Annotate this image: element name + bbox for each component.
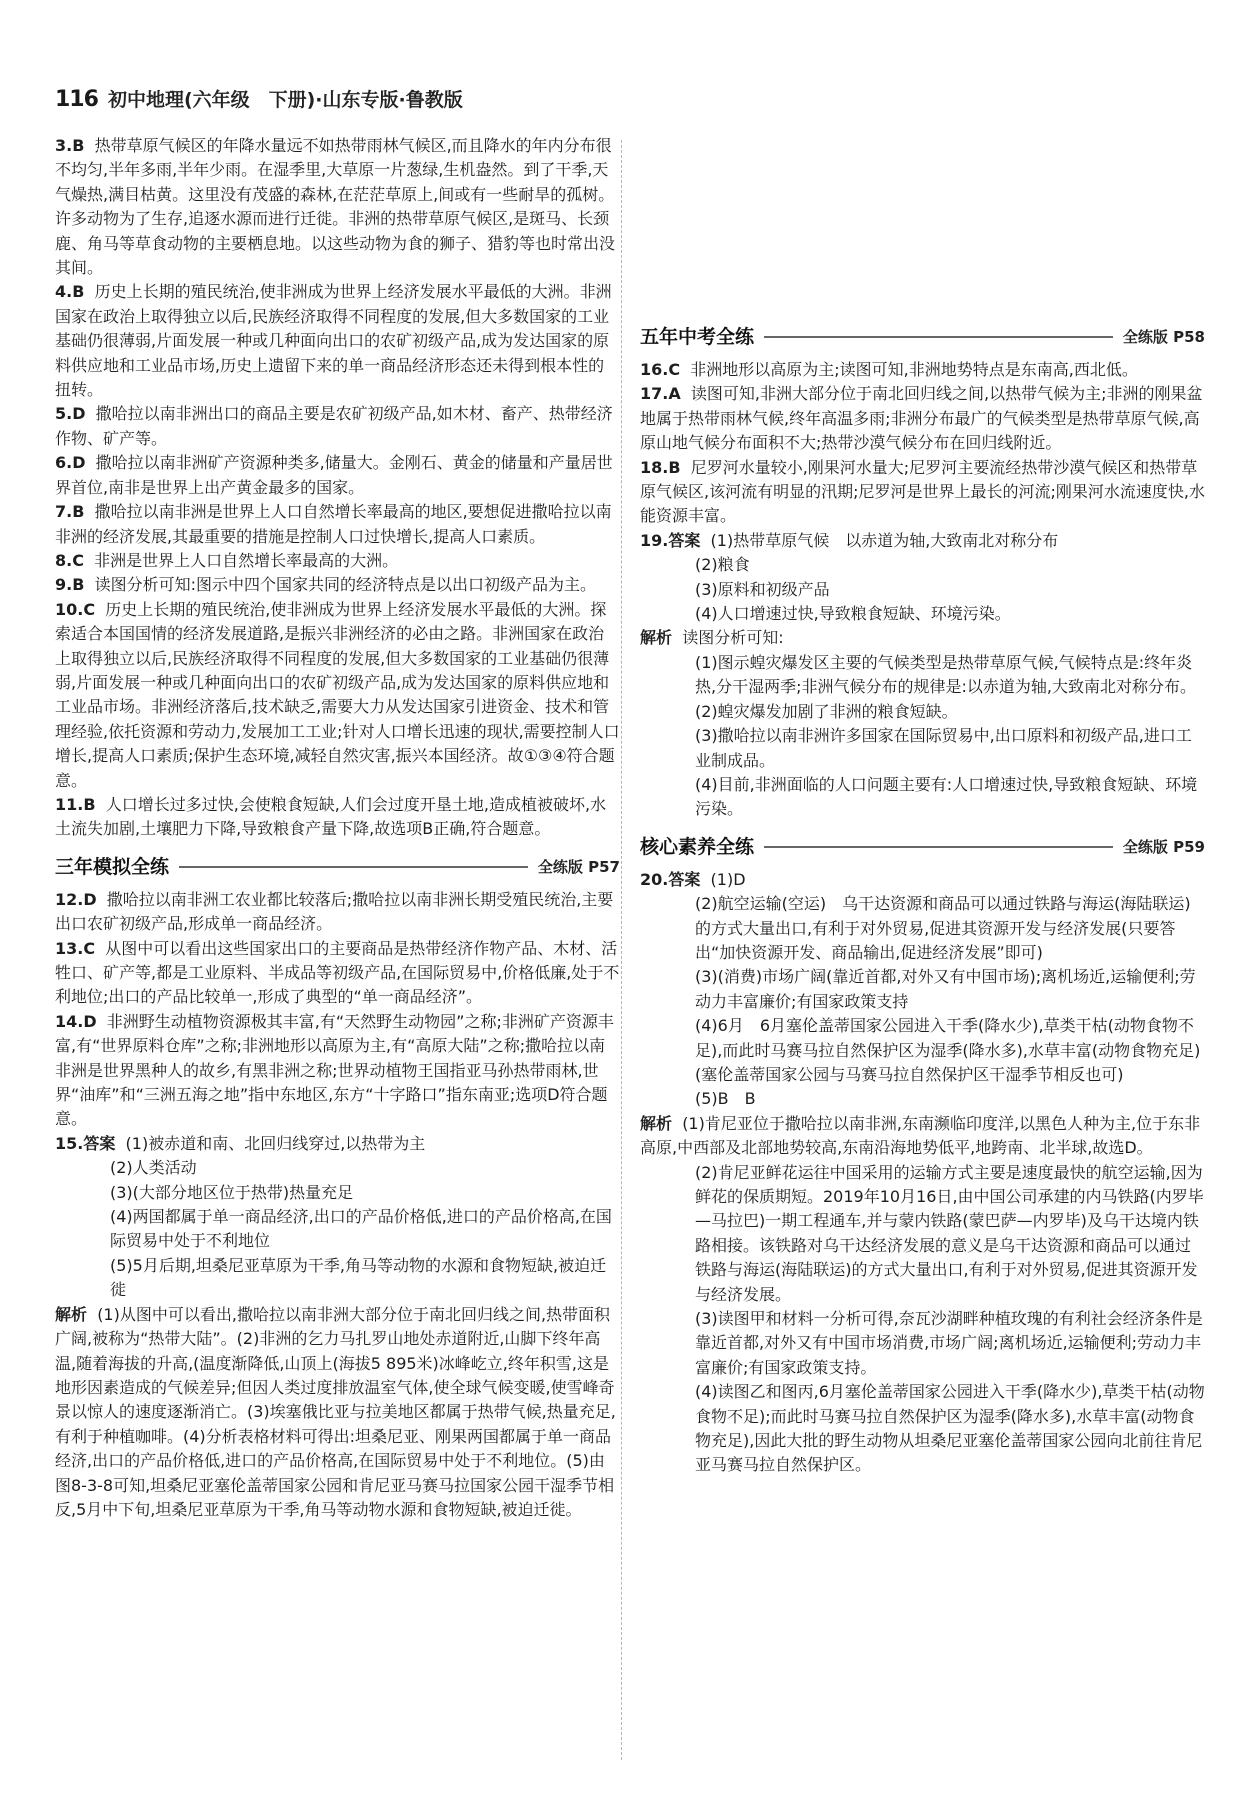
question-number: 20.答案 bbox=[640, 869, 701, 889]
answer-line: (2)航空运输(空运) 乌干达资源和商品可以通过铁路与海运(海陆联运)的方式大量出口,有利于对外贸易,促进其资源开发与经济发展(只要答出“加快资源开发、商品输出,促进经济发展”即可) bbox=[695, 894, 1191, 962]
answer-item bbox=[640, 358, 1205, 382]
answer-list-2 bbox=[55, 888, 620, 1132]
analysis-text: (2)蝗灾爆发加剧了非洲的粮食短缺。 bbox=[695, 701, 958, 721]
answer-line: (3)(消费)市场广阔(靠近首都,对外又有中国市场);离机场近,运输便利;劳动力丰富廉价;有国家政策支持 bbox=[695, 967, 1196, 1011]
question-number: 5.D bbox=[55, 404, 86, 424]
analysis-text: (1)肯尼亚位于撒哈拉以南非洲,东南濒临印度洋,以黑色人种为主,位于东非高原,中西部及北部地势较高,东南沿海地势低平,地跨南、北半球,故选D。 bbox=[640, 1113, 1201, 1158]
analysis-label: 解析 bbox=[55, 1304, 88, 1324]
section-title: 核心素养全练 bbox=[640, 835, 755, 858]
question-number: 3.B bbox=[55, 136, 85, 155]
answer-line: (3)(大部分地区位于热带)热量充足 bbox=[110, 1182, 354, 1202]
section-header-core bbox=[640, 834, 1205, 860]
answer-text: 撒哈拉以南非洲矿产资源种类多,储量大。金刚石、黄金的储量和产量居世界首位,南非是世界上出产黄金最多的国家。 bbox=[55, 453, 613, 497]
answer-text: 非洲是世界上人口自然增长率最高的大洲。 bbox=[94, 550, 399, 570]
section-rule bbox=[764, 846, 1113, 848]
section-page-ref: 全练版 P58 bbox=[1122, 327, 1205, 346]
question-number: 13.C bbox=[55, 938, 96, 958]
answer-text: 从图中可以看出这些国家出口的主要商品是热带经济作物产品、木材、活牲口、矿产等,都是工业原料、半成品等初级产品,在国际贸易中,价格低廉,处于不利地位;出口的产品比较单一,形成了典型的“单一商品经济”。 bbox=[55, 938, 620, 1007]
answer-item bbox=[55, 598, 620, 793]
question-number: 12.D bbox=[55, 889, 97, 909]
analysis-text: (2)肯尼亚鲜花运往中国采用的运输方式主要是速度最快的航空运输,因为鲜花的保质期短。2019年10月16日,由中国公司承建的内马铁路(内罗毕—马拉巴)一期工程通车,并与蒙内铁路(蒙巴萨—内罗毕)及乌干达境内铁路相接。该铁路对乌干达经济发展的意义是乌干达资源和商品可以通过铁路与海运(海陆联运)的方式大量出口,有利于对外贸易,促进其资源开发与经济发展。 bbox=[695, 1162, 1204, 1304]
answer-text: 非洲野生动植物资源极其丰富,有“天然野生动物园”之称;非洲矿产资源丰富,有“世界原料仓库”之称;非洲地形以高原为主,有“高原大陆”之称;撒哈拉以南非洲是世界黑种人的故乡,有黑非洲之称;世界动植物王国指亚马孙热带雨林,世界“油库”和“三洲五海之地”指中东地区,东方“十字路口”指东南亚;选项D符合题意。 bbox=[55, 1011, 614, 1129]
answer-line: (2)人类活动 bbox=[110, 1158, 197, 1178]
answer-text: 撒哈拉以南非洲工农业都比较落后;撒哈拉以南非洲长期受殖民统治,主要出口农矿初级产品,形成单一商品经济。 bbox=[55, 889, 614, 934]
answer-text: 尼罗河水量较小,刚果河水量大;尼罗河主要流经热带沙漠气候区和热带草原气候区,该河流有明显的汛期;尼罗河是世界上最长的河流;刚果河水流速度快,水能资源丰富。 bbox=[640, 457, 1205, 526]
analysis-label: 解析 bbox=[640, 1113, 673, 1133]
answer-item bbox=[55, 134, 620, 280]
question-19 bbox=[640, 529, 1205, 822]
section-title: 三年模拟全练 bbox=[55, 855, 170, 878]
answer-line: (2)粮食 bbox=[695, 555, 750, 575]
analysis-text: (4)目前,非洲面临的人口问题主要有:人口增速过快,导致粮食短缺、环境污染。 bbox=[695, 774, 1198, 819]
question-number: 4.B bbox=[55, 282, 85, 302]
answer-item bbox=[55, 402, 620, 451]
section-title: 五年中考全练 bbox=[640, 325, 755, 348]
answer-item bbox=[55, 451, 620, 500]
answer-list-1 bbox=[55, 134, 620, 842]
answer-text: 历史上长期的殖民统治,使非洲成为世界上经济发展水平最低的大洲。非洲国家在政治上取得独立以后,民族经济取得不同程度的发展,但大多数国家的工业基础仍很薄弱,片面发展一种或几种面向出口的农矿初级产品,成为发达国家的原料供应地和工业品市场,历史上遗留下来的单一商品经济形态还未得到根本性的扭转。 bbox=[55, 282, 612, 400]
analysis-label: 解析 bbox=[640, 628, 673, 648]
page-header bbox=[55, 82, 1205, 118]
section-rule bbox=[179, 866, 528, 868]
analysis-text: (3)读图甲和材料一分析可得,奈瓦沙湖畔种植玫瑰的有利社会经济条件是靠近首都,对外又有中国市场消费,市场广阔;离机场近,运输便利;劳动力丰富廉价;有国家政策支持。 bbox=[695, 1309, 1203, 1377]
question-number: 10.C bbox=[55, 599, 96, 619]
analysis-text: (1)从图中可以看出,撒哈拉以南非洲大部分位于南北回归线之间,热带面积广阔,被称为“热带大陆”。(2)非洲的乞力马扎罗山地处赤道附近,山脚下终年高温,随着海拔的升高,(温度渐降低,山顶上(海拔5 895米)冰峰屹立,终年积雪,这是地形因素造成的气候差异;但因人类过度排放温室气体,使全球气候变暖,使雪峰奇景以惊人的速度逐渐消亡。(3)埃塞俄比亚与拉美地区都属于热带气候,热量充足,有利于种植咖啡。(4)分析表格材料可得出:坦桑尼亚、刚果两国都属于单一商品经济,出口的产品价格低,进口的产品价格高,在国际贸易中处于不利地位。(5)由图8-3-8可知,坦桑尼亚塞伦盖蒂国家公园和肯尼亚马赛马拉国家公园干湿季节相反,5月中下旬,坦桑尼亚草原为干季,角马等动物水源和食物短缺,被迫迁徙。 bbox=[55, 1304, 616, 1519]
section-rule bbox=[764, 336, 1113, 338]
answer-item bbox=[640, 456, 1205, 529]
answer-line: (5)B B bbox=[695, 1089, 756, 1109]
question-number: 15.答案 bbox=[55, 1133, 116, 1153]
answer-line: (1)被赤道和南、北回归线穿过,以热带为主 bbox=[125, 1133, 426, 1153]
analysis-intro: 读图分析可知: bbox=[682, 628, 784, 648]
question-number: 7.B bbox=[55, 502, 85, 522]
answer-line: (3)原料和初级产品 bbox=[695, 579, 830, 599]
answer-line: (5)5月后期,坦桑尼亚草原为干季,角马等动物的水源和食物短缺,被迫迁徙 bbox=[110, 1255, 607, 1300]
answer-item bbox=[55, 793, 620, 842]
book-title: 初中地理(六年级 下册)·山东专版·鲁教版 bbox=[107, 88, 463, 111]
answer-item bbox=[55, 500, 620, 549]
answer-item bbox=[55, 280, 620, 402]
section-header-5yr bbox=[640, 324, 1205, 350]
question-number: 14.D bbox=[55, 1011, 97, 1031]
question-number: 11.B bbox=[55, 794, 96, 814]
right-column bbox=[640, 134, 1205, 1774]
answer-text: 热带草原气候区的年降水量远不如热带雨林气候区,而且降水的年内分布很不均匀,半年多雨,半年少雨。在湿季里,大草原一片葱绿,生机盎然。到了干季,天气燥热,满目枯黄。这里没有茂盛的森林,在茫茫草原上,间或有一些耐旱的孤树。许多动物为了生存,追逐水源而进行迁徙。非洲的热带草原气候区,是斑马、长颈鹿、角马等草食动物的主要栖息地。以这些动物为食的狮子、猎豹等也时常出没其间。 bbox=[55, 136, 616, 278]
answer-item bbox=[55, 888, 620, 937]
answer-list-3 bbox=[640, 358, 1205, 529]
answer-line: (1)D bbox=[710, 869, 746, 889]
question-number: 6.D bbox=[55, 453, 86, 473]
answer-text: 读图可知,非洲大部分位于南北回归线之间,以热带气候为主;非洲的刚果盆地属于热带雨林气候,终年高温多雨;非洲分布最广的气候类型是热带草原气候,高原山地气候分布面积不大;热带沙漠气候分布在回归线附近。 bbox=[640, 384, 1203, 453]
question-number: 19.答案 bbox=[640, 530, 701, 550]
question-number: 16.C bbox=[640, 360, 681, 379]
question-number: 9.B bbox=[55, 575, 85, 595]
answer-line: (1)热带草原气候 以赤道为轴,大致南北对称分布 bbox=[710, 530, 1059, 550]
page-number: 116 bbox=[55, 86, 98, 112]
section-page-ref: 全练版 P59 bbox=[1122, 837, 1205, 856]
answer-item bbox=[55, 549, 620, 573]
section-page-ref: 全练版 P57 bbox=[537, 857, 620, 876]
answer-text: 撒哈拉以南非洲出口的商品主要是农矿初级产品,如木材、畜产、热带经济作物、矿产等。 bbox=[55, 404, 613, 448]
answer-item bbox=[55, 937, 620, 1010]
answer-item bbox=[55, 1010, 620, 1132]
answer-text: 人口增长过多过快,会使粮食短缺,人们会过度开垦土地,造成植被破坏,水土流失加剧,土壤肥力下降,导致粮食产量下降,故选项B正确,符合题意。 bbox=[55, 794, 607, 839]
analysis-text: (3)撒哈拉以南非洲许多国家在国际贸易中,出口原料和初级产品,进口工业制成品。 bbox=[695, 726, 1192, 770]
analysis-text: (4)读图乙和图丙,6月塞伦盖蒂国家公园进入干季(降水少),草类干枯(动物食物不足);而此时马赛马拉自然保护区为湿季(降水多),水草丰富(动物食物充足),因此大批的野生动物从坦桑尼亚塞伦盖蒂国家公园向北前往肯尼亚马赛马拉自然保护区。 bbox=[695, 1382, 1205, 1475]
question-number: 8.C bbox=[55, 550, 84, 570]
question-number: 17.A bbox=[640, 384, 681, 404]
answer-text: 非洲地形以高原为主;读图可知,非洲地势特点是东南高,西北低。 bbox=[690, 360, 1138, 379]
answer-line: (4)6月 6月塞伦盖蒂国家公园进入干季(降水少),草类干枯(动物食物不足),而此时马赛马拉自然保护区为湿季(降水多),水草丰富(动物食物充足)(塞伦盖蒂国家公园与马赛马拉自然保护区干湿季节相反也可) bbox=[695, 1016, 1201, 1084]
answer-text: 撒哈拉以南非洲是世界上人口自然增长率最高的地区,要想促进撒哈拉以南非洲的经济发展,其最重要的措施是控制人口过快增长,提高人口素质。 bbox=[55, 502, 612, 546]
answer-line: (4)人口增速过快,导致粮食短缺、环境污染。 bbox=[695, 604, 1011, 624]
answer-item bbox=[640, 382, 1205, 455]
answer-item bbox=[55, 573, 620, 597]
column-divider bbox=[621, 140, 622, 1760]
answer-line: (4)两国都属于单一商品经济,出口的产品价格低,进口的产品价格高,在国际贸易中处于不利地位 bbox=[110, 1207, 612, 1251]
question-15 bbox=[55, 1132, 620, 1523]
answer-text: 读图分析可知:图示中四个国家共同的经济特点是以出口初级产品为主。 bbox=[94, 575, 596, 595]
question-20 bbox=[640, 868, 1205, 1478]
left-column bbox=[55, 134, 620, 1774]
analysis-text: (1)图示蝗灾爆发区主要的气候类型是热带草原气候,气候特点是:终年炎热,分干湿两季;非洲气候分布的规律是:以赤道为轴,大致南北对称分布。 bbox=[695, 652, 1196, 697]
question-number: 18.B bbox=[640, 457, 681, 477]
section-header-3yr bbox=[55, 854, 620, 880]
answer-text: 历史上长期的殖民统治,使非洲成为世界上经济发展水平最低的大洲。探索适合本国国情的经济发展道路,是振兴非洲经济的必由之路。非洲国家在政治上取得独立以后,民族经济取得不同程度的发展,但大多数国家的工业基础仍很薄弱,片面发展一种或几种面向出口的农矿初级产品,成为发达国家的原料供应地和工业品市场。非洲经济落后,技术缺乏,需要大力从发达国家引进资金、技术和管理经验,依托资源和劳动力,发展加工工业;针对人口增长迅速的现状,需要控制人口增长,提高人口素质;保护生态环境,减轻自然灾害,振兴本国经济。故①③④符合题意。 bbox=[55, 599, 620, 790]
